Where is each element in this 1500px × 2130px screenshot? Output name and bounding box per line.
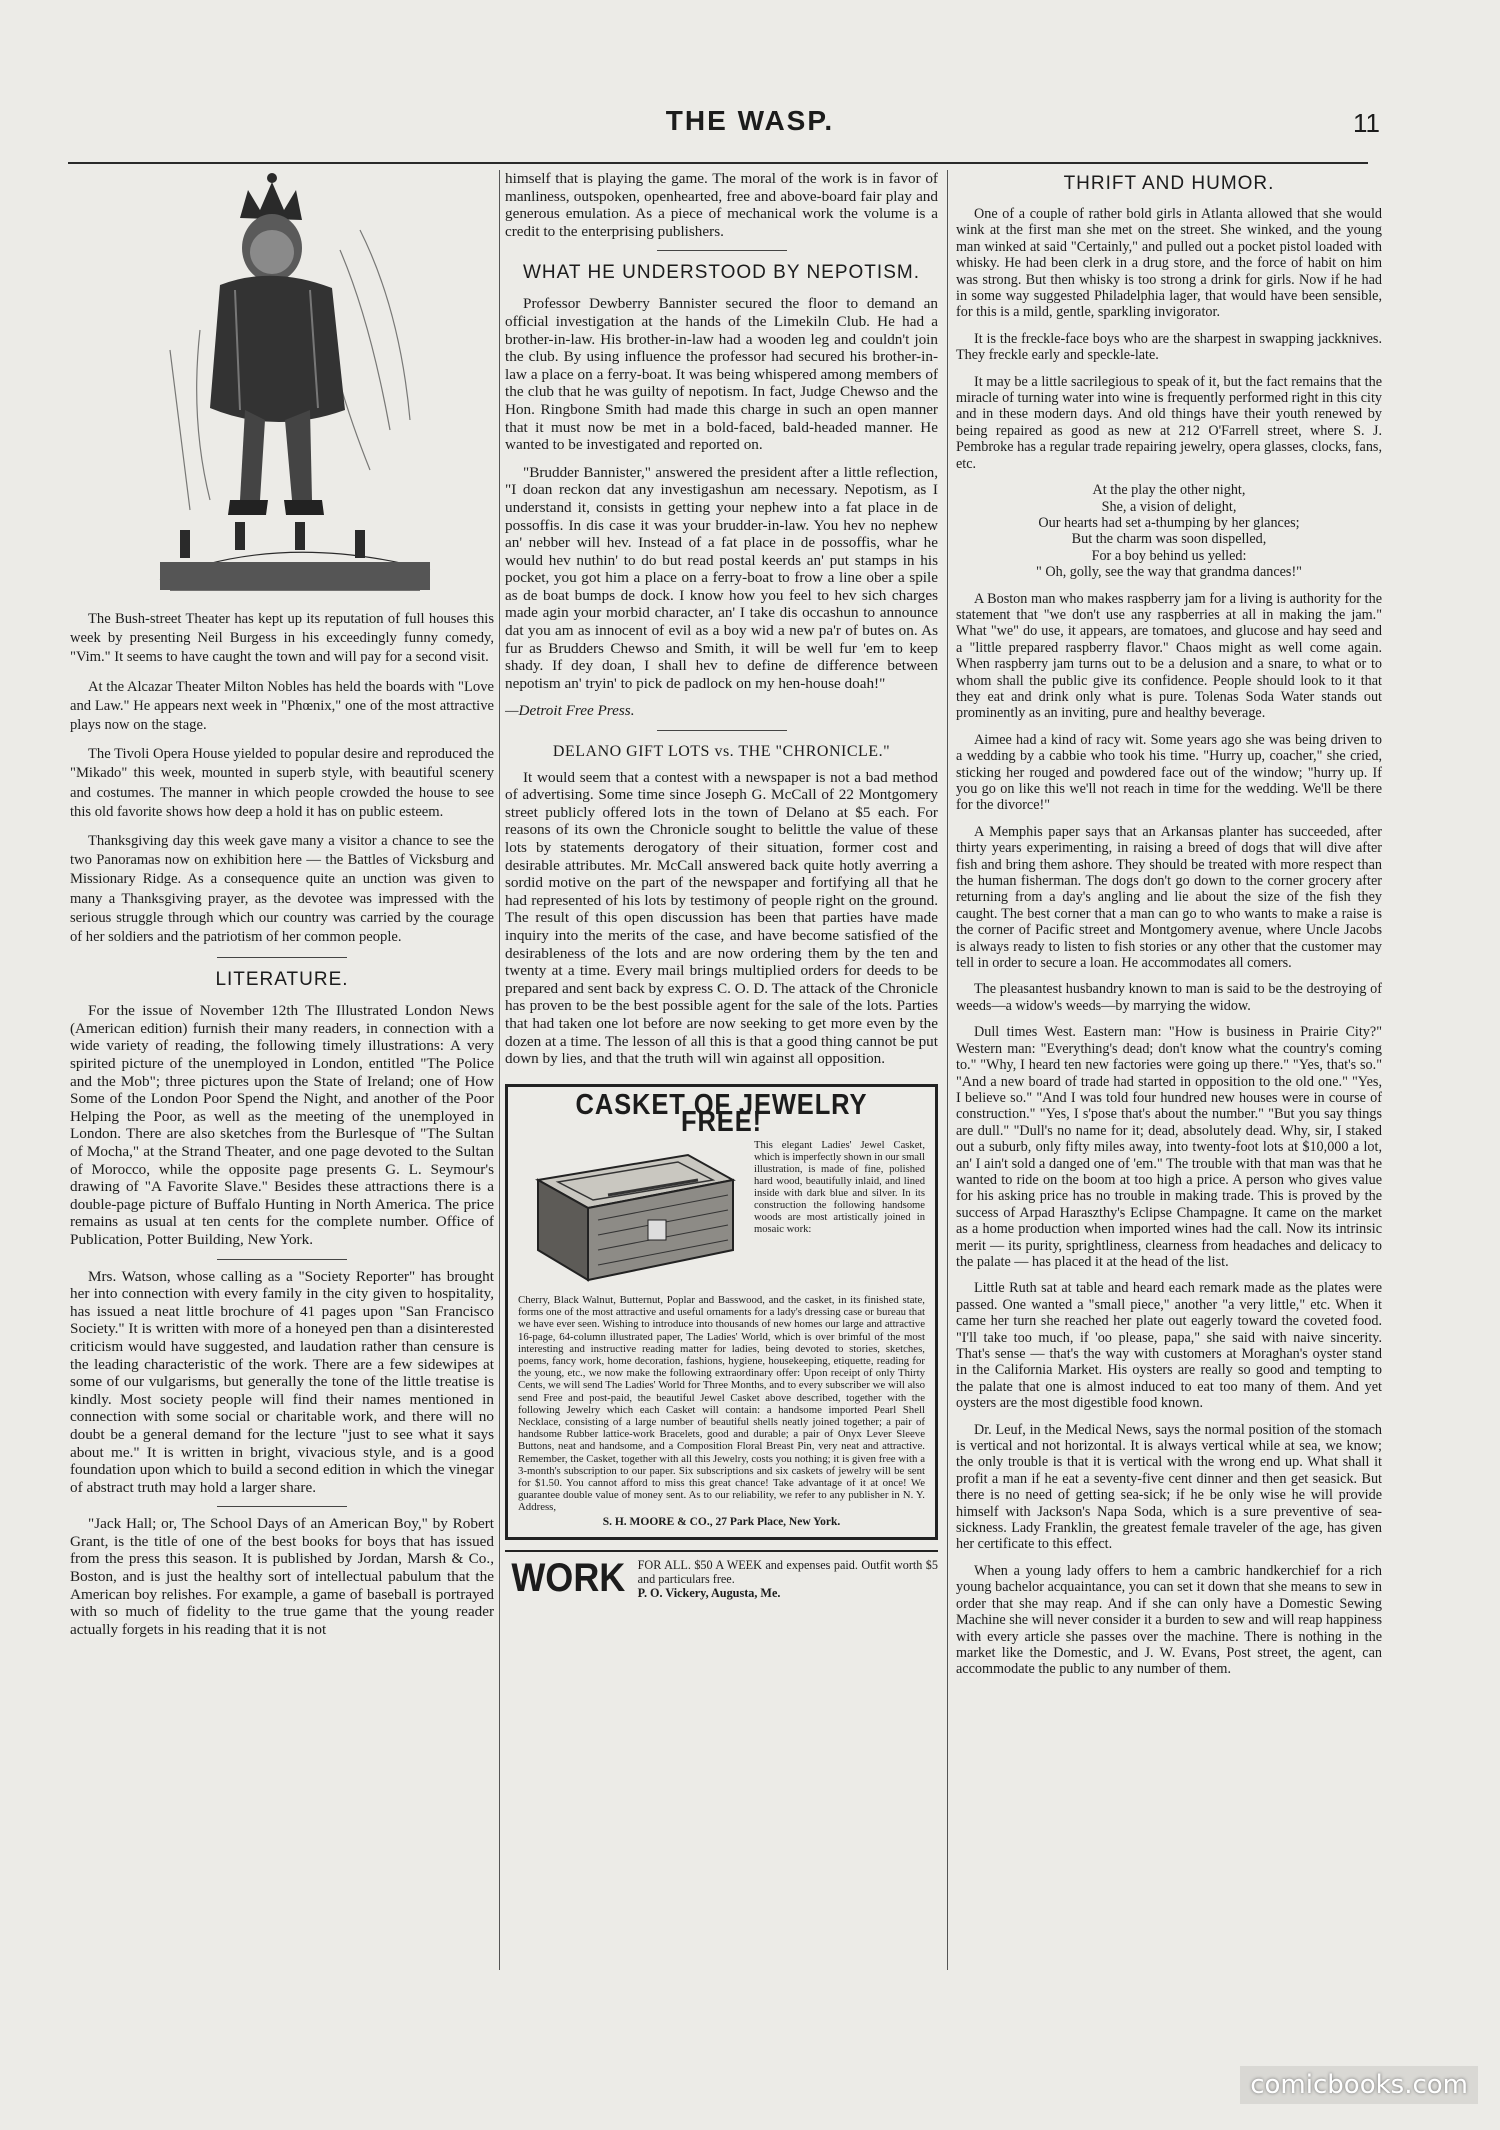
section-rule (217, 957, 347, 958)
heading-nepotism: WHAT HE UNDERSTOOD BY NEPOTISM. (523, 262, 920, 284)
paragraph-delano: It would seem that a contest with a newspaper is not a bad method of advertising. Some time since Joseph G. McCall of 22 Montgomery street publicly offered lots in the town of Delano at $5 each. For reasons of its own the Chronicle sought to belittle the value of these lots by statements derogatory of their situation, former cost and desirable attributes. Mr. McCall answered back quite hotly averring a sordid motive on the part of the newspaper and fortifying all that he had represented of his lots by testimony of people right on the ground. The result of this open discussion has been that parties have made inquiry into the merits of the case, and have become satisfied of the desirableness of the lots and are now ordering them by the ten and twenty at a time. Every mail brings multiplied orders for deeds to be prepared and sent back by express C. O. D. The attack of the Chronicle has proven to be the best possible agent for the sale of the lots. Parties that had taken one lot before are now seeking to get more even by the dozen at a time. The lesson of all this is that a good thing cannot be put down by lies, and that the truth will win against all opposition. (505, 768, 938, 1068)
paragraph-husbandry: The pleasantest husbandry known to man is said to be the destroying of weeds—a widow's weeds—by marrying the widow. (956, 981, 1382, 1014)
section-rule (217, 1506, 347, 1507)
ad-intro-text: This elegant Ladies' Jewel Casket, which is imperfectly shown in our small illustration, is made of fine, polished hard wood, beautifully inlaid, and lined inside with dark blue and silver. In its construction the following handsome woods are most artistically joined in mosaic work: (754, 1139, 925, 1235)
ad-title: CASKET OF JEWELRY FREE! (575, 1088, 868, 1139)
paragraph-dull-times: Dull times West. Eastern man: "How is business in Prairie City?" Western man: "Everything's dead; don't know what the country's coming to." "Why, I heard ten new factories were going up there." "Yes, that's so." "And a new board of trade had started in opposition to the old one." "Yes, I believe so." "And I was told four hundred new houses were in course of construction." "Yes, I s'pose that's about the number." "But you say things are dull." "Dull's no name for it; dead, absolutely dead. Why, sir, I staked out a suburb, only fifty miles away, into twenty-foot lots at $10,000 a lot, an' I ain't sold a danged one of 'em." The trouble with that man was that he wanted to ride on the boom at too high a price. A person who gives value for his asking price has no trouble in making trade. This is proved by the success of Arpad Haraszthy's Eclipse Champagne. It came on the market as a home production when imported wines had the call. Now its intrinsic merit — its purity, sprightliness, clearness from headaches and delicacy to the palate — has placed it at the head of the list. (956, 1024, 1382, 1270)
poem (956, 482, 1382, 580)
poem-line: Our hearts had set a-thumping by her glances; (1038, 514, 1300, 531)
section-rule (657, 250, 787, 251)
poem-line: For a boy behind us yelled: (1091, 547, 1247, 564)
work-text-block (638, 1558, 938, 1600)
column-divider (947, 170, 948, 1970)
heading-literature: LITERATURE. (215, 969, 349, 991)
header-rule (68, 162, 1368, 164)
paragraph-little-ruth: Little Ruth sat at table and heard each remark made as the plates were passed. One wanted a "small piece," another "a very little," etc. When it came her turn she reached her plate out eagerly toward the coveted food. "I'll take too much, if 'oo please, papa," she said with naive sincerity. That's sense — that's the way with customers at Moraghan's oyster stand in the California Market. His oysters are really so good and tempting to the palate that one is almost induced to eat too many of them. And yet oysters are the most digestible food known. (956, 1280, 1382, 1412)
advertisement-work (505, 1550, 938, 1600)
paragraph-continuation: himself that is playing the game. The moral of the work is in favor of manliness, outspoken, openhearted, free and above-board fair play and generous emulation. As a piece of mechanical work the volume is a credit to the enterprising publishers. (505, 170, 938, 240)
paragraph-raspberry: A Boston man who makes raspberry jam for a living is authority for the statement that "we don't use any raspberries at all in making the jam." What "we" do use, it appears, are tomatoes, and glucose and hay seed and a "little prepared raspberry flavor." Chaos might as well come again. When raspberry jam turns out to be a delusion and a snare, to what or to whom shall the public give its confidence. People should look to it that they eat and drink only what is pure. Tolenas Soda Water stands out prominently as an inviting, pure and healthy beverage. (956, 590, 1382, 722)
paragraph-illustrated-london-news: For the issue of November 12th The Illustrated London News (American edition) furnish their many readers, in connection with a wide variety of reading, the following timely illustrations: A very spirited picture of the unemployed in London, entitled "The Police and the Mob"; three pictures upon the State of Ireland; one of How Some of the London Poor Spend the Night, and another of the Poor Helping the Poor, as well as the meeting of the unemployed in London. There are also sketches from the Burlesque of "The Sultan of Mocha," at the Strand Theater, and one page devoted to the Sultan of Morocco, while the opposite page presents G. L. Seymour's drawing of "A Favorite Slave." Besides these attractions there is a double-page picture of Buffalo Hunting in North America. The price remains as usual at ten cents for the complete number. Office of Publication, Potter Building, New York. (70, 1002, 494, 1248)
poem-line: She, a vision of delight, (1101, 498, 1237, 515)
paragraph-cambric: When a young lady offers to hem a cambric handkerchief for a rich young bachelor acquaintance, you can set it down that she means to sew in order that she may reap. And if she can only have a Domestic Sewing Machine she will never consider it a burden to sew and will reap happiness with every article she passes over the machine. There is nothing in the market like the Domestic, and J. W. Evans, Post street, the agent, can accommodate the public to any number of them. (956, 1562, 1382, 1678)
paragraph-tivoli: The Tivoli Opera House yielded to popular desire and reproduced the "Mikado" this week, mounted in superb style, with beautiful scenery and costumes. The manner in which people crowded the house to see this old favorite shows how deep a hold it has on public esteem. (70, 746, 494, 820)
watermark-logo: comicbooks.com (1240, 2066, 1478, 2104)
paragraph-atlanta: One of a couple of rather bold girls in Atlanta allowed that she would wink at the first man she met on the street. She winked, and the young man winked at said "Certainly," and pulled out a pocket pistol loaded with whisky. He had been clerk in a drug store, and the force of habit on him was strong. But then whisky is too strong a drink for girls. Now if he had in some way suggested Philadelphia lager, that would have been sensible, for this is a mild, gentle, sparkling invigorator. (956, 206, 1382, 321)
source-credit: —Detroit Free Press. (505, 702, 635, 720)
paragraph-memphis: A Memphis paper says that an Arkansas planter has succeeded, after thirty years experimenting, in raising a breed of dogs that will dive after fish and bring them ashore. They should be treated with more respect than the human fisherman. The dogs don't go down to the corner grocery after returning from a day's angling and lie about the size of the fish they caught. The best corner that a man can go to who wants to make a raise is the corner of Pacific street and Montgomery avenue, where Uncle Jacobs is always ready to listen to fish stories or any other that the customer may tell in order to secure a loan. He accommodates all comers. (956, 823, 1382, 972)
column-right (956, 170, 1382, 1970)
paragraph-aimee: Aimee had a kind of racy wit. Some years ago she was being driven to a wedding by a cabbie who took his time. "Hurry up, coacher," she cried, sticking her rouged and powdered face out of the window; "hurry up. If you go on like this we'll not reach in time for the wedding. We'll be there for the divorce!" (956, 731, 1382, 814)
advertisement-jewelry-casket (505, 1084, 938, 1540)
crowned-figure-image (70, 170, 494, 600)
section-rule (217, 1259, 347, 1260)
engraving-illustration (70, 170, 494, 600)
ad-body-text: Cherry, Black Walnut, Butternut, Poplar and Basswood, and the casket, in its finished state, forms one of the most attractive and useful ornaments for a lady's dressing case or bureau that we have ever seen. Wishing to introduce into thousands of new homes our large and attractive 16-page, 64-column illustrated paper, The Ladies' World, which is over brimful of the most interesting and instructive reading matter for ladies, being devoted to stories, sketches, poems, fancy work, home decoration, fashions, hygiene, housekeeping, etiquette, reading for the young, etc., we now make the following extraordinary offer: Upon receipt of only Thirty Cents, we will send The Ladies' World for Three Months, and to every subscriber we will also send Free and post-paid, the beautiful Jewel Casket above described, together with the following Jewelry which each Casket will contain: a handsome imported Pearl Shell Necklace, consisting of a large number of beautiful shells neatly joined together; a pair of handsome Rubber lattice-work Bracelets, good and durable; a pair of Onyx Lever Sleeve Buttons, neat and handsome, and a Composition Floral Breast Pin, very neat and attractive. Remember, the Casket, together with all this Jewelry, costs you nothing; it is given free with a 3-month's subscription to our paper. Six subscriptions and six caskets of jewelry will be sent for $1.50. You cannot afford to miss this great chance! Take advantage of it at once! We guarantee double value of money sent. As to our reliability, we refer to any publisher in N. Y. Address, (518, 1293, 925, 1514)
heading-thrift-and-humor: THRIFT AND HUMOR. (1063, 173, 1275, 194)
paragraph-nepotism-1: Professor Dewberry Bannister secured the floor to demand an official investigation at the hands of the Limekiln Club. He had a brother-in-law. His brother-in-law had a wooden leg and couldn't join the club. By using influence the professor had secured his brother-in-law a place on a ferry-boat. It was being whispered among members of the club that he was guilty of nepotism. In fact, Judge Chewso and the Hon. Ringbone Smith had made this charge in such an open manner that it must now be met in a bold-faced, bald-headed manner. He wanted to be investigated and reported on. (505, 295, 938, 454)
heading-delano: DELANO GIFT LOTS vs. THE "CHRONICLE." (552, 743, 891, 761)
paragraph-thanksgiving: Thanksgiving day this week gave many a visitor a chance to see the two Panoramas now on exhibition here — the Battles of Vicksburg and Missionary Ridge. As a consequence quite an unction was given to many a Thanksgiving prayer, as the devotee was impressed with the serious struggle through which our country was carried by the courage of her soldiers and the patriotism of her common people. (70, 833, 494, 946)
poem-line: At the play the other night, (1092, 482, 1246, 499)
ad-address: S. H. MOORE & CO., 27 Park Place, New York. (602, 1515, 841, 1528)
paragraph-miracle: It may be a little sacrilegious to speak of it, but the fact remains that the miracle of turning water into wine is frequently performed right in this city and in these modern days. And old things have their youth renewed by being repaired as good as new at 212 O'Farrell street, where S. J. Pembroke has a regular trade repairing jewelry, opera glasses, clocks, fans, etc. (956, 373, 1382, 472)
paragraph-dr-leuf: Dr. Leuf, in the Medical News, says the normal position of the stomach is vertical and not horizontal. It is always vertical while at sea, we know; the only trouble is that it is vertical with the wrong end up. What shall it profit a man if he eat a seventy-five cent dinner and then get seasick. But there is no need of getting sea-sick; if he be only wise he will provide himself with Jackson's Napa Soda, which is a sure preventive of sea-sickness. Lady Franklin, the greatest female traveler of the age, has given her certificate to this effect. (956, 1421, 1382, 1553)
poem-line: " Oh, golly, see the way that grandma dances!" (1036, 564, 1302, 581)
section-rule (657, 730, 787, 731)
poem-line: But the charm was soon dispelled, (1071, 531, 1267, 548)
jewel-casket-icon (518, 1140, 748, 1290)
paragraph-nepotism-2: "Brudder Bannister," answered the president after a little reflection, "I doan reckon dat any investigashun am necessary. Nepotism, as I understand it, consists in getting your nephew into a fat place in de possoffis. In dis case it was your brudder-in-law. You hev no nephew an' nebber will hev. Instead of a fat place in de possoffis, whar he would hev nuthin' to do but read postal keerds an' put stamps in his pocket, you got him a place on a ferry-boat to frow a line ober a spile as de boat bumps de dock. I know how you feel to hev sich charges made agin your morbid character, an' I take dis occashun to announce dat you am as innocent of evil as a boy wid a new pa'r of butes on. As fur as Brudders Chewso and Smith, it will be well fur 'em to keep shady. If dey doan, I shall hev to define de difference between nepotism an' tryin' to pick de padlock on my hen-house doah!" (505, 463, 938, 692)
paragraph-alcazar: At the Alcazar Theater Milton Nobles has held the boards with "Love and Law." He appears next week in "Phœnix," one of the most attractive plays now on the stage. (70, 678, 494, 734)
paragraph-bush-theater: The Bush-street Theater has kept up its reputation of full houses this week by presenting Neil Burgess in his exceedingly funny comedy, "Vim." It seems to have caught the town and will pay for a second visit. (70, 611, 494, 666)
paragraph-society-reporter: Mrs. Watson, whose calling as a "Society Reporter" has brought her into connection with every family in the city given to hospitality, has issued a neat little brochure of 41 pages upon "San Francisco Society." It is written with more of a honeyed pen than a disinterested criticism would have suggested, and laudation rather than censure is the leading characteristic of the work. There are a few sidewipes at some of our vulgarisms, but generally the tone of the little treatise is kindly. Most society people will find their names mentioned in connection with some social or charitable work, and there will no doubt be a general demand for the lecture "just to see what it says about me." It is written in bright, vivacious style, and is a good foundation upon which to build a second edition in which the vinegar of abstract truth may hold a larger share. (70, 1267, 494, 1496)
masthead-title: THE WASP. (665, 105, 835, 136)
column-middle (505, 170, 938, 1970)
page-number: 11 (1353, 108, 1380, 138)
work-headline: WORK (511, 1556, 626, 1601)
paragraph-jack-hall: "Jack Hall; or, The School Days of an American Boy," by Robert Grant, is the title of one of the best books for boys that has issued from the press this season. It is published by Jordan, Marsh & Co., Boston, and is just the healthy sort of intellectual pabulum that the American boy relishes. For example, a game of baseball is portrayed with so much of fidelity to the true game that the young reader actually forgets in his reading that it is not (70, 1515, 494, 1638)
work-address: P. O. Vickery, Augusta, Me. (637, 1586, 781, 1601)
column-left (70, 170, 494, 1970)
column-divider (499, 170, 500, 1970)
casket-illustration (518, 1140, 748, 1290)
work-text: FOR ALL. $50 A WEEK and expenses paid. Outfit worth $5 and particulars free. (637, 1558, 938, 1587)
paragraph-freckle: It is the freckle-face boys who are the sharpest in swapping jackknives. They freckle early and speckle-late. (956, 330, 1382, 364)
